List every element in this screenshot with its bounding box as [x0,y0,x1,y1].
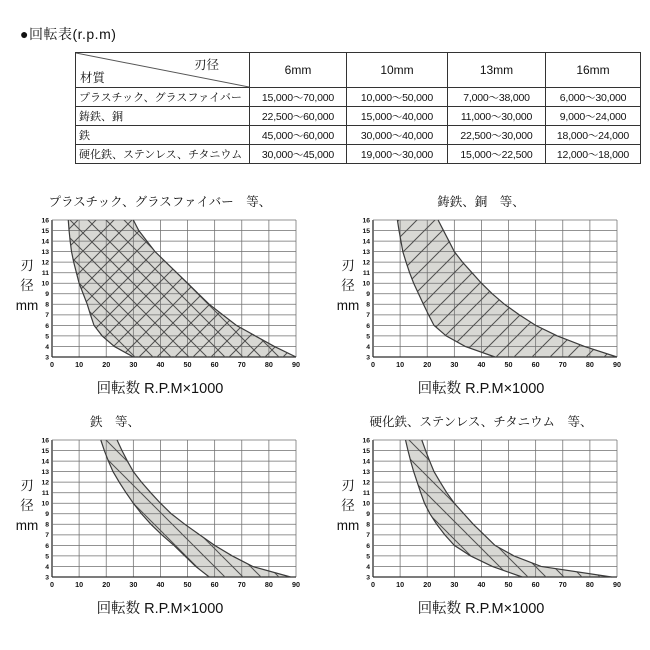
svg-text:6: 6 [45,542,49,550]
rpm-table [75,52,641,164]
svg-text:30: 30 [129,580,138,589]
svg-text:16: 16 [41,217,49,225]
svg-text:7: 7 [45,532,49,540]
svg-text:10: 10 [362,500,370,508]
svg-text:50: 50 [504,360,513,369]
chart-iron [0,410,330,622]
rpm-range-cell: 45,000〜60,000 [250,126,347,145]
svg-text:9: 9 [366,511,370,519]
svg-text:5: 5 [366,553,370,561]
rpm-range-cell: 7,000〜38,000 [448,88,546,107]
corner-label-diameter: 刃径 [193,58,219,72]
diameter-header: 13mm [448,53,546,88]
material-cell: 硬化鉄、ステンレス、チタニウム [76,145,250,164]
svg-text:30: 30 [450,580,459,589]
svg-text:15: 15 [362,447,370,455]
chart-title: プラスチック、グラスファイバー 等、 [48,195,272,209]
svg-text:8: 8 [45,521,49,529]
svg-text:11: 11 [362,270,370,278]
rpm-range-cell: 30,000〜40,000 [347,126,448,145]
svg-text:20: 20 [423,360,432,369]
svg-text:90: 90 [292,580,300,589]
svg-text:80: 80 [264,580,273,589]
rpm-range-cell: 18,000〜24,000 [546,126,641,145]
svg-text:10: 10 [75,580,84,589]
svg-text:60: 60 [531,360,540,369]
svg-text:70: 70 [558,360,567,369]
svg-text:4: 4 [45,563,49,571]
svg-text:10: 10 [75,360,84,369]
material-cell: 鉄 [76,126,250,145]
table-row [76,145,641,164]
chart-title: 鋳鉄、銅 等、 [437,195,525,209]
svg-text:7: 7 [45,312,49,320]
svg-text:30: 30 [129,360,138,369]
svg-text:40: 40 [156,360,165,369]
svg-text:80: 80 [264,360,273,369]
svg-text:15: 15 [41,227,49,235]
svg-text:15: 15 [41,447,49,455]
svg-text:70: 70 [237,360,246,369]
svg-text:70: 70 [558,580,567,589]
svg-text:0: 0 [50,580,54,589]
svg-text:30: 30 [450,360,459,369]
y-axis-label: 刃 径 mm [15,478,39,533]
svg-text:0: 0 [371,360,375,369]
svg-text:4: 4 [45,343,49,351]
chart-cast-iron-copper [321,190,650,402]
svg-text:14: 14 [362,458,370,466]
svg-text:40: 40 [477,580,486,589]
svg-text:40: 40 [156,580,165,589]
svg-text:90: 90 [292,360,300,369]
svg-text:7: 7 [366,312,370,320]
svg-text:10: 10 [41,500,49,508]
svg-text:5: 5 [366,333,370,341]
svg-text:10: 10 [396,360,405,369]
svg-text:10: 10 [41,280,49,288]
y-axis-label: 刃 径 mm [336,478,360,533]
rpm-range-cell: 19,000〜30,000 [347,145,448,164]
rpm-band-hatch [397,220,617,357]
rpm-range-cell: 11,000〜30,000 [448,107,546,126]
table-corner-cell [76,53,250,88]
rpm-range-cell: 15,000〜40,000 [347,107,448,126]
svg-text:50: 50 [183,360,192,369]
svg-text:5: 5 [45,553,49,561]
svg-text:7: 7 [366,532,370,540]
chart-plot [341,426,641,596]
x-axis-label: 回転数 R.P.M×1000 [417,381,545,397]
svg-text:15: 15 [362,227,370,235]
rpm-band-hatch [101,440,291,577]
chart-plot [341,206,641,376]
svg-text:40: 40 [477,360,486,369]
svg-text:13: 13 [362,469,370,477]
chart-plastic-glassfiber [0,190,330,402]
svg-text:50: 50 [504,580,513,589]
svg-text:11: 11 [362,490,370,498]
svg-text:9: 9 [45,291,49,299]
svg-text:16: 16 [362,217,370,225]
svg-text:60: 60 [210,360,219,369]
svg-text:10: 10 [362,280,370,288]
chart-title: 鉄 等、 [89,415,140,429]
diameter-header: 10mm [347,53,448,88]
svg-text:20: 20 [102,360,111,369]
svg-text:4: 4 [366,563,370,571]
svg-text:80: 80 [585,580,594,589]
svg-text:16: 16 [41,437,49,445]
svg-text:11: 11 [41,270,49,278]
material-cell: 鋳鉄、銅 [76,107,250,126]
material-cell: プラスチック、グラスファイバー [76,88,250,107]
svg-text:6: 6 [45,322,49,330]
svg-text:6: 6 [366,542,370,550]
rpm-range-cell: 22,500〜30,000 [448,126,546,145]
svg-text:14: 14 [362,238,370,246]
svg-text:11: 11 [41,490,49,498]
svg-text:90: 90 [613,360,621,369]
grid-lines [52,440,296,577]
rpm-range-cell: 10,000〜50,000 [347,88,448,107]
svg-text:8: 8 [366,521,370,529]
svg-text:12: 12 [41,259,49,267]
rpm-range-cell: 22,500〜60,000 [250,107,347,126]
svg-text:3: 3 [45,574,49,582]
svg-text:90: 90 [613,580,621,589]
svg-text:8: 8 [366,301,370,309]
rpm-range-cell: 9,000〜24,000 [546,107,641,126]
svg-text:14: 14 [41,238,49,246]
svg-text:60: 60 [210,580,219,589]
svg-text:8: 8 [45,301,49,309]
svg-text:70: 70 [237,580,246,589]
rpm-range-cell: 12,000〜18,000 [546,145,641,164]
chart-hardened-stainless-titanium [321,410,650,622]
svg-text:13: 13 [362,249,370,257]
svg-text:0: 0 [371,580,375,589]
svg-text:6: 6 [366,322,370,330]
diameter-header: 6mm [250,53,347,88]
y-axis-label: 刃 径 mm [15,258,39,313]
svg-text:9: 9 [366,291,370,299]
svg-text:0: 0 [50,360,54,369]
rpm-range-cell: 30,000〜45,000 [250,145,347,164]
x-axis-label: 回転数 R.P.M×1000 [417,601,545,617]
svg-text:16: 16 [362,437,370,445]
svg-text:60: 60 [531,580,540,589]
svg-text:3: 3 [45,354,49,362]
svg-text:10: 10 [396,580,405,589]
x-axis-label: 回転数 R.P.M×1000 [96,381,224,397]
page-title: ●回転表(r.p.m) [20,26,117,42]
svg-text:20: 20 [102,580,111,589]
svg-text:12: 12 [362,479,370,487]
svg-text:80: 80 [585,360,594,369]
svg-text:12: 12 [362,259,370,267]
corner-label-material: 材質 [80,71,106,85]
x-axis-label: 回転数 R.P.M×1000 [96,601,224,617]
y-axis-label: 刃 径 mm [336,258,360,313]
diameter-header: 16mm [546,53,641,88]
svg-text:13: 13 [41,249,49,257]
svg-text:50: 50 [183,580,192,589]
table-row [76,88,641,107]
svg-text:12: 12 [41,479,49,487]
table-header-row [76,53,641,88]
svg-text:13: 13 [41,469,49,477]
svg-text:4: 4 [366,343,370,351]
svg-text:9: 9 [45,511,49,519]
chart-plot [20,426,320,596]
svg-text:5: 5 [45,333,49,341]
chart-title: 硬化鉄、ステンレス、チタニウム 等、 [369,415,593,429]
svg-text:20: 20 [423,580,432,589]
svg-text:14: 14 [41,458,49,466]
rpm-range-cell: 6,000〜30,000 [546,88,641,107]
table-row [76,126,641,145]
svg-text:3: 3 [366,354,370,362]
svg-text:3: 3 [366,574,370,582]
rpm-range-cell: 15,000〜70,000 [250,88,347,107]
chart-plot [20,206,320,376]
rpm-range-cell: 15,000〜22,500 [448,145,546,164]
table-row [76,107,641,126]
